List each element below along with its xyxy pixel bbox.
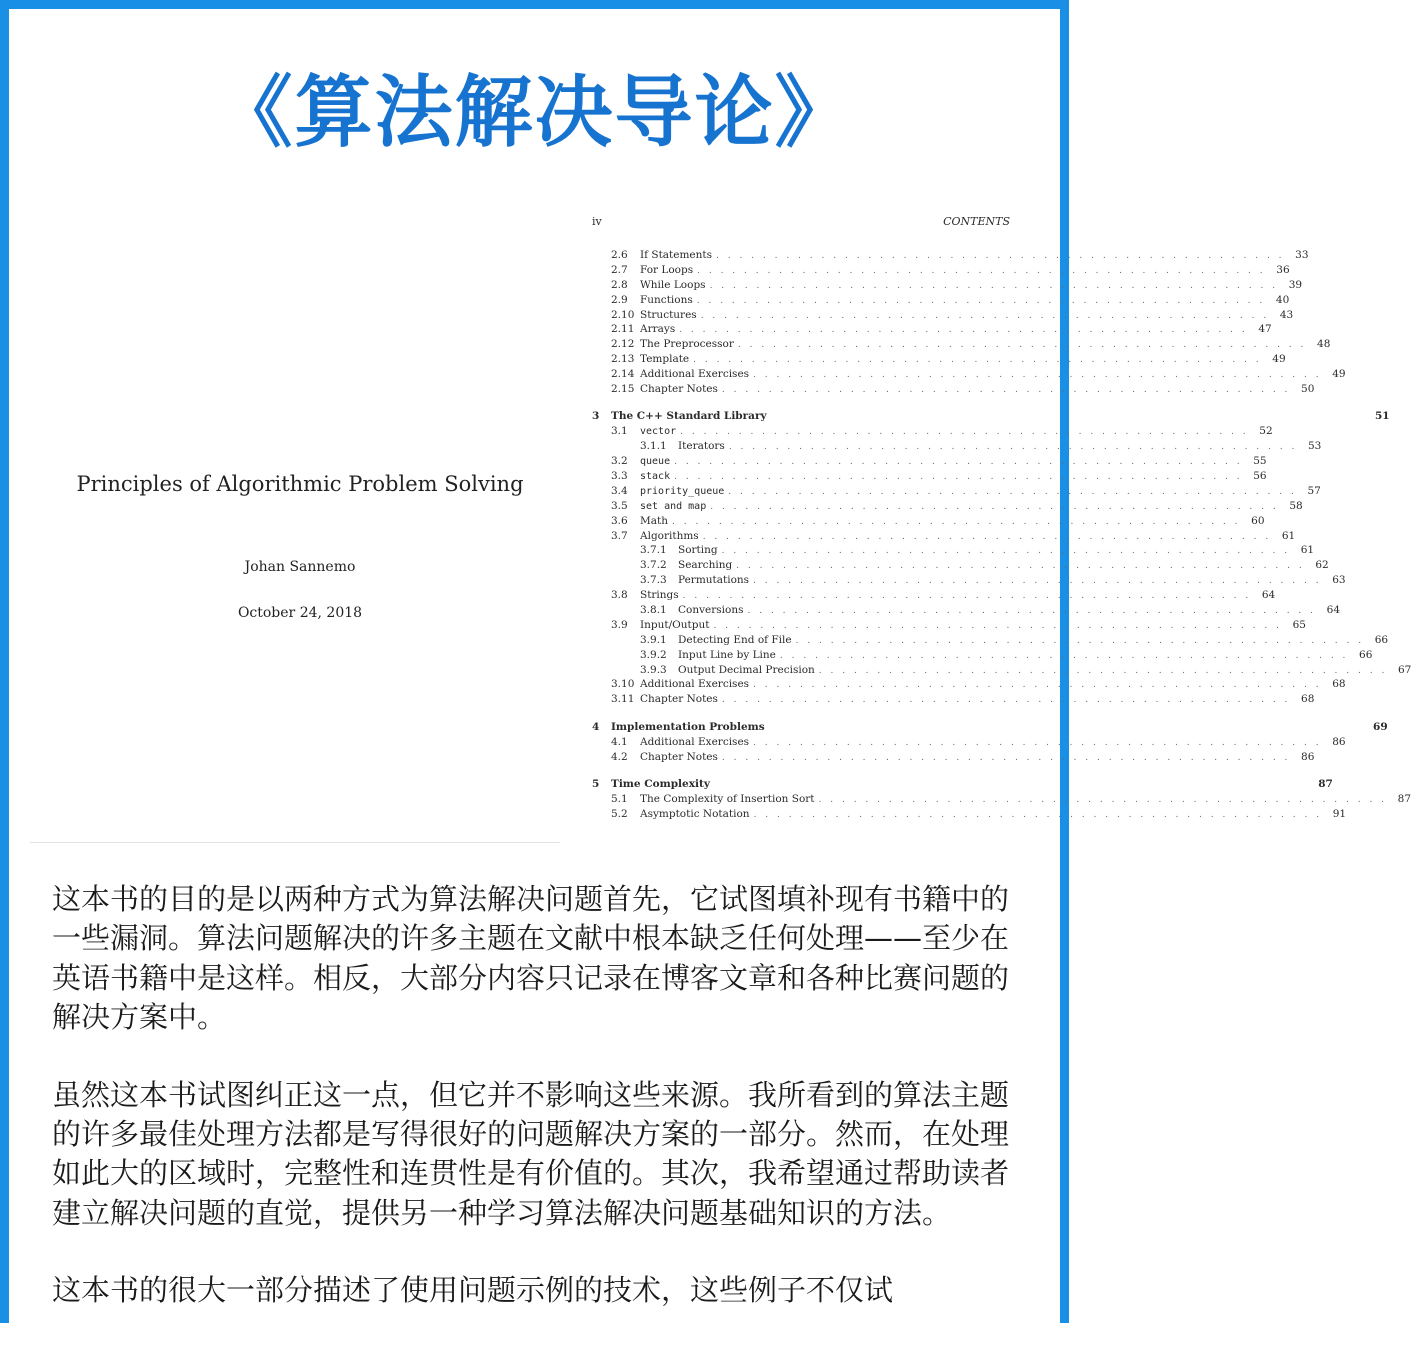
toc-entry-title: Additional Exercises	[640, 678, 750, 691]
toc-entry-title: priority_queue	[640, 485, 725, 497]
toc-entry-page: 86	[1301, 750, 1315, 763]
toc-entry-number: 2.9	[611, 293, 628, 306]
toc-leader-dots: . . . . . . . . . . . . . . . . . . . . . . . . . . . . . . . . . . . . . . . . . . . . . . . . .	[721, 752, 1291, 763]
toc-entry-number: 3.1	[611, 425, 628, 438]
toc-entry-title: Searching	[678, 559, 733, 572]
toc-entry-number: 3.9.3	[640, 663, 667, 676]
toc-entry-title: Asymptotic Notation	[640, 807, 750, 820]
toc-leader-dots: . . . . . . . . . . . . . . . . . . . . . . . . . . . . . . . . . . . . . . . . . . . . . . . . .	[696, 295, 1266, 306]
toc-entry-page: 50	[1301, 383, 1315, 396]
toc-leader-dots: . . . . . . . . . . . . . . . . . . . . . . . . . . . . . . . . . . . . . . . . . . . . . . . . .	[737, 340, 1307, 351]
toc-entry-title: Sorting	[678, 544, 718, 557]
toc-entry-page: 33	[1295, 249, 1309, 261]
toc-leader-dots: . . . . . . . . . . . . . . . . . . . . . . . . . . . . . . . . . . . . . . . . . . . . . . . . .	[721, 695, 1291, 706]
toc-entry-page: 52	[1259, 425, 1273, 438]
toc-entry-number: 4	[592, 720, 600, 733]
toc-chapter	[592, 777, 1333, 792]
toc-entry	[592, 263, 1290, 278]
toc-entry-page: 86	[1332, 735, 1346, 748]
toc-entry-title: Time Complexity	[611, 777, 710, 790]
toc-entry-page: 40	[1275, 293, 1290, 306]
toc-entry-title: Chapter Notes	[640, 383, 718, 396]
toc-entry-number: 3	[592, 410, 600, 423]
toc-entry	[592, 499, 1303, 514]
book-author: Johan Sannemo	[244, 559, 356, 575]
toc-entry-title: Additional Exercises	[640, 735, 750, 748]
toc-entry-title: stack	[640, 470, 671, 482]
toc-entry	[592, 618, 1306, 633]
toc-leader-dots: . . . . . . . . . . . . . . . . . . . . . . . . . . . . . . . . . . . . . . . . . . . . . . . . .	[795, 635, 1365, 646]
toc-leader-dots: . . . . . . . . . . . . . . . . . . . . . . . . . . . . . . . . . . . . . . . . . . . . . . . . .	[818, 665, 1388, 676]
toc-entry-title: set and map	[640, 500, 707, 512]
toc-entry-number: 2.13	[611, 353, 635, 366]
toc-entry	[592, 807, 1347, 822]
toc-entry-page: 55	[1253, 455, 1267, 468]
toc-entry-title: The C++ Standard Library	[611, 410, 767, 423]
paragraph: 这本书的目的是以两种方式为算法解决问题首先，它试图填补现有书籍中的一些漏洞。算法问题解决的许多主题在文献中根本缺乏任何处理——至少在英语书籍中是这样。相反，大部分内容只记录在博客文章和各种比赛问题的解决方案中。	[52, 882, 1010, 1035]
toc-entry	[592, 308, 1294, 323]
toc-entry-number: 5	[592, 777, 600, 790]
toc-entry-title: The Preprocessor	[640, 338, 734, 351]
toc-entry-title: Functions	[640, 293, 693, 306]
toc-entry	[592, 633, 1389, 648]
toc-entry-page: 56	[1253, 469, 1267, 482]
toc-leader-dots: . . . . . . . . . . . . . . . . . . . . . . . . . . . . . . . . . . . . . . . . . . . . . . . . .	[716, 251, 1285, 261]
toc-leader-dots: . . . . . . . . . . . . . . . . . . . . . . . . . . . . . . . . . . . . . . . . . . . . . . . . .	[728, 486, 1297, 497]
toc-entry	[592, 382, 1315, 397]
toc-leader-dots: . . . . . . . . . . . . . . . . . . . . . . . . . . . . . . . . . . . . . . . . . . . . . . . . .	[753, 680, 1322, 691]
toc-entry-number: 3.8.1	[640, 603, 667, 616]
toc-entry-title: Iterators	[678, 440, 725, 453]
toc-entry-title: queue	[640, 456, 671, 468]
toc-entry-number: 2.7	[611, 263, 628, 276]
toc-entry-page: 66	[1374, 633, 1389, 646]
toc-leader-dots: . . . . . . . . . . . . . . . . . . . . . . . . . . . . . . . . . . . . . . . . . . . . . . . . .	[682, 591, 1252, 602]
toc-entry-number: 3.9.1	[640, 633, 667, 646]
toc-leader-dots: . . . . . . . . . . . . . . . . . . . . . . . . . . . . . . . . . . . . . . . . . . . . . . . . .	[709, 280, 1279, 291]
toc-entry-number: 3.2	[611, 455, 628, 468]
toc-leader-dots: . . . . . . . . . . . . . . . . . . . . . . . . . . . . . . . . . . . . . . . . . . . . . . . . .	[721, 546, 1291, 557]
toc-entry-title: Math	[640, 514, 668, 527]
toc-entry	[592, 367, 1346, 382]
toc-entry-number: 3.7	[611, 529, 628, 542]
toc-entry-page: 62	[1315, 559, 1329, 572]
toc-entry-number: 3.9	[611, 618, 628, 631]
toc-page-number: iv	[592, 215, 602, 228]
toc-entry-number: 2.10	[611, 308, 635, 321]
toc-leader-dots: . . . . . . . . . . . . . . . . . . . . . . . . . . . . . . . . . . . . . . . . . . . . . . . . .	[779, 650, 1349, 661]
toc-entry	[592, 278, 1303, 293]
toc-entry-number: 3.7.2	[640, 559, 667, 572]
toc-entry-number: 3.1.1	[640, 440, 667, 453]
toc-entry-page: 51	[1374, 410, 1390, 423]
toc-entry	[592, 735, 1346, 750]
toc-entry-number: 4.1	[611, 735, 628, 748]
toc-entry-title: Arrays	[640, 323, 676, 336]
toc-chapter	[592, 409, 1390, 424]
toc-leader-dots: . . . . . . . . . . . . . . . . . . . . . . . . . . . . . . . . . . . . . . . . . . . . . . . . .	[710, 501, 1279, 512]
toc-chapter	[592, 720, 1388, 735]
toc-entry-title: Implementation Problems	[611, 720, 765, 733]
toc-entry	[592, 573, 1346, 588]
toc-entry	[592, 514, 1265, 529]
toc-list	[592, 248, 1411, 822]
toc-entry-page: 61	[1281, 529, 1296, 542]
book-date: October 24, 2018	[237, 605, 363, 621]
toc-leader-dots: . . . . . . . . . . . . . . . . . . . . . . . . . . . . . . . . . . . . . . . . . . . . . . . . .	[700, 310, 1270, 321]
toc-entry-title: Output Decimal Precision	[678, 663, 815, 676]
scan-divider	[30, 842, 560, 843]
toc-entry-number: 2.12	[611, 338, 635, 351]
toc-entry	[592, 484, 1321, 499]
toc-entry-number: 3.7.1	[640, 544, 667, 557]
toc-entry-page: 66	[1359, 648, 1373, 661]
book-title: Principles of Algorithmic Problem Solving	[76, 472, 524, 496]
toc-entry-page: 64	[1261, 589, 1276, 602]
toc-entry	[592, 424, 1273, 439]
toc-entry-page: 68	[1332, 678, 1346, 691]
toc-entry-title: The Complexity of Insertion Sort	[640, 792, 815, 805]
toc-entry-page: 91	[1332, 807, 1347, 820]
toc-entry-page: 67	[1397, 663, 1411, 676]
toc-leader-dots: . . . . . . . . . . . . . . . . . . . . . . . . . . . . . . . . . . . . . . . . . . . . . . . . .	[713, 620, 1282, 631]
toc-entry	[592, 543, 1315, 558]
toc-running-head: CONTENTS	[943, 215, 1010, 228]
toc-entry	[592, 293, 1290, 308]
toc-entry-number: 3.8	[611, 589, 628, 602]
toc-entry-page: 49	[1332, 368, 1346, 381]
toc-entry-title: Template	[640, 353, 690, 366]
toc-entry-title: For Loops	[640, 263, 694, 276]
toc-entry-page: 43	[1279, 308, 1294, 321]
toc-entry-number: 2.15	[611, 383, 635, 396]
toc-entry	[592, 352, 1286, 367]
toc-entry	[592, 322, 1272, 337]
toc-entry	[592, 439, 1322, 454]
toc-entry-page: 87	[1397, 792, 1411, 805]
toc-entry-title: vector	[640, 426, 677, 438]
toc-entry-page: 68	[1301, 693, 1315, 706]
toc-entry-number: 3.9.2	[640, 648, 667, 661]
toc-leader-dots: . . . . . . . . . . . . . . . . . . . . . . . . . . . . . . . . . . . . . . . . . . . . . . . . .	[753, 737, 1322, 748]
toc-entry-page: 53	[1307, 440, 1322, 453]
toc-leader-dots: . . . . . . . . . . . . . . . . . . . . . . . . . . . . . . . . . . . . . . . . . . . . . . . . .	[674, 471, 1243, 482]
toc-entry-page: 57	[1307, 484, 1321, 497]
toc-leader-dots: . . . . . . . . . . . . . . . . . . . . . . . . . . . . . . . . . . . . . . . . . . . . . . . . .	[753, 809, 1323, 820]
toc-entry-number: 5.2	[611, 807, 628, 820]
toc-entry-title: Strings	[640, 589, 679, 602]
paragraph: 虽然这本书试图纠正这一点，但它并不影响这些来源。我所看到的算法主题的许多最佳处理方法都是写得很好的问题解决方案的一部分。然而，在处理如此大的区域时，完整性和连贯性是有价值的。其次，我希望通过帮助读者建立解决问题的直觉，提供另一种学习算法解决问题基础知识的方法。	[52, 1077, 1010, 1230]
toc-entry-number: 3.6	[611, 514, 628, 527]
toc-entry	[592, 469, 1267, 484]
toc-entry-title: Input Line by Line	[678, 648, 776, 661]
toc-entry	[592, 603, 1341, 618]
toc-entry	[592, 692, 1315, 707]
toc-entry-title: Algorithms	[640, 529, 699, 542]
toc-entry-page: 49	[1272, 353, 1286, 366]
toc-entry-number: 2.6	[611, 249, 628, 261]
toc-entry	[592, 648, 1373, 663]
toc-leader-dots: . . . . . . . . . . . . . . . . . . . . . . . . . . . . . . . . . . . . . . . . . . . . . . . . .	[680, 427, 1249, 438]
toc-entry-page: 64	[1326, 603, 1341, 616]
toc-entry-number: 3.3	[611, 469, 628, 482]
toc-entry-title: Permutations	[678, 574, 750, 587]
toc-entry-number: 3.7.3	[640, 574, 667, 587]
toc-entry-page: 36	[1276, 263, 1290, 276]
toc-entry-title: If Statements	[640, 249, 713, 261]
toc-entry-title: Additional Exercises	[640, 368, 750, 381]
toc-entry-title: Chapter Notes	[640, 750, 718, 763]
toc-entry-number: 2.14	[611, 368, 635, 381]
toc-entry-number: 2.11	[611, 323, 635, 336]
toc-entry	[592, 792, 1411, 807]
toc-leader-dots: . . . . . . . . . . . . . . . . . . . . . . . . . . . . . . . . . . . . . . . . . . . . . . . . .	[747, 605, 1317, 616]
toc-entry	[592, 750, 1315, 765]
toc-entry	[592, 663, 1411, 678]
toc-leader-dots: . . . . . . . . . . . . . . . . . . . . . . . . . . . . . . . . . . . . . . . . . . . . . . . . .	[697, 265, 1266, 276]
toc-leader-dots: . . . . . . . . . . . . . . . . . . . . . . . . . . . . . . . . . . . . . . . . . . . . . . . . .	[674, 457, 1243, 468]
toc-leader-dots: . . . . . . . . . . . . . . . . . . . . . . . . . . . . . . . . . . . . . . . . . . . . . . . . .	[818, 794, 1388, 805]
toc-entry	[592, 677, 1346, 692]
toc-entry	[592, 588, 1276, 603]
toc-leader-dots: . . . . . . . . . . . . . . . . . . . . . . . . . . . . . . . . . . . . . . . . . . . . . . . . .	[721, 385, 1291, 396]
toc-entry-page: 47	[1258, 323, 1272, 336]
toc-entry-number: 3.4	[611, 484, 628, 497]
toc-leader-dots: . . . . . . . . . . . . . . . . . . . . . . . . . . . . . . . . . . . . . . . . . . . . . . . . .	[702, 531, 1272, 542]
headline: 《算法解决导论》	[214, 68, 855, 158]
toc-leader-dots: . . . . . . . . . . . . . . . . . . . . . . . . . . . . . . . . . . . . . . . . . . . . . . . . .	[736, 561, 1305, 572]
toc-entry-title: Conversions	[678, 603, 744, 616]
toc-entry-title: Input/Output	[640, 618, 710, 631]
toc-entry-page: 87	[1318, 777, 1333, 790]
paragraph: 这本书的很大一部分描述了使用问题示例的技术，这些例子不仅试	[52, 1273, 894, 1308]
toc-entry-title: Detecting End of File	[678, 633, 792, 646]
toc-entry-title: Structures	[640, 308, 697, 321]
toc-entry-number: 3.5	[611, 499, 628, 512]
toc-entry	[592, 558, 1329, 573]
toc-entry-page: 48	[1317, 338, 1331, 351]
article-body	[52, 880, 1037, 1349]
toc-entry-number: 4.2	[611, 750, 628, 763]
toc-leader-dots: . . . . . . . . . . . . . . . . . . . . . . . . . . . . . . . . . . . . . . . . . . . . . . . . .	[753, 370, 1322, 381]
toc-entry-title: While Loops	[640, 278, 706, 291]
toc-entry-title: Chapter Notes	[640, 693, 718, 706]
toc-entry-page: 65	[1292, 618, 1306, 631]
toc-entry-number: 3.10	[611, 678, 635, 691]
toc-entry	[592, 529, 1296, 544]
toc-entry-page: 39	[1288, 278, 1303, 291]
toc-entry	[592, 337, 1331, 352]
toc-entry	[592, 454, 1267, 469]
toc-leader-dots: . . . . . . . . . . . . . . . . . . . . . . . . . . . . . . . . . . . . . . . . . . . . . . . . .	[672, 516, 1241, 527]
table-of-contents	[592, 212, 1411, 822]
toc-entry-page: 63	[1332, 574, 1346, 587]
toc-entry-page: 61	[1300, 544, 1315, 557]
toc-leader-dots: . . . . . . . . . . . . . . . . . . . . . . . . . . . . . . . . . . . . . . . . . . . . . . . . .	[753, 576, 1322, 587]
toc-entry	[592, 248, 1309, 263]
toc-entry-number: 3.11	[611, 693, 635, 706]
toc-entry-page: 58	[1289, 499, 1303, 512]
toc-leader-dots: . . . . . . . . . . . . . . . . . . . . . . . . . . . . . . . . . . . . . . . . . . . . . . . . .	[693, 355, 1262, 366]
toc-entry-page: 60	[1251, 514, 1265, 527]
toc-entry-number: 2.8	[611, 278, 628, 291]
toc-entry-number: 5.1	[611, 792, 628, 805]
toc-leader-dots: . . . . . . . . . . . . . . . . . . . . . . . . . . . . . . . . . . . . . . . . . . . . . . . . .	[679, 325, 1248, 336]
toc-header	[592, 212, 1010, 248]
toc-leader-dots: . . . . . . . . . . . . . . . . . . . . . . . . . . . . . . . . . . . . . . . . . . . . . . . . .	[728, 442, 1298, 453]
toc-entry-page: 69	[1373, 720, 1388, 733]
